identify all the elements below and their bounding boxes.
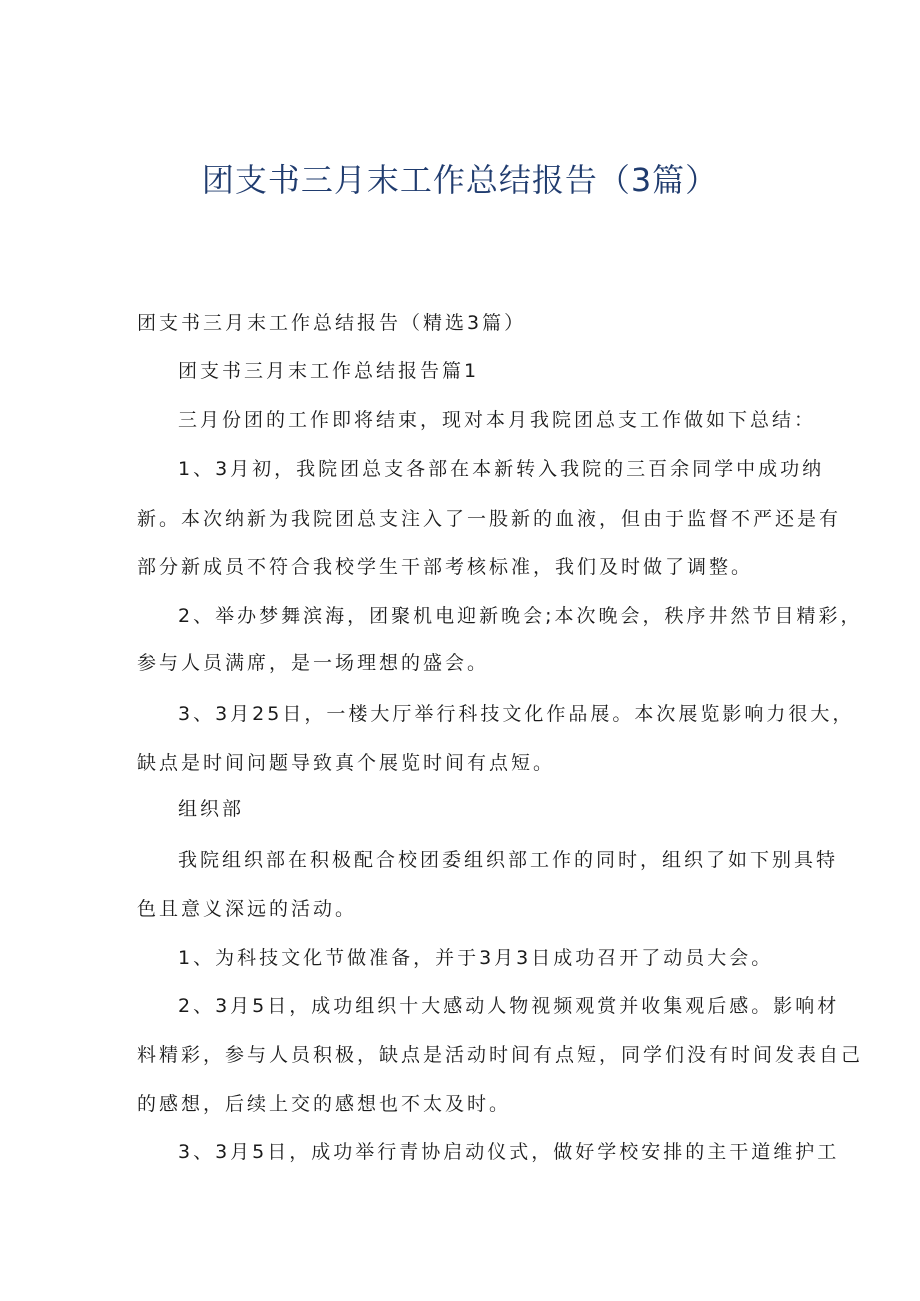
paragraph-line: 2、3月5日，成功组织十大感动人物视频观赏并收集观后感。影响材	[178, 995, 840, 1017]
paragraph-line: 色且意义深远的活动。	[137, 898, 358, 920]
section-heading: 团支书三月末工作总结报告篇1	[178, 360, 480, 382]
paragraph-line: 1、3月初，我院团总支各部在本新转入我院的三百余同学中成功纳	[178, 458, 825, 480]
paragraph-line: 3、3月5日，成功举行青协启动仪式，做好学校安排的主干道维护工	[178, 1141, 840, 1163]
document-subtitle: 团支书三月末工作总结报告（精选3篇）	[137, 312, 527, 334]
paragraph-line: 部分新成员不符合我校学生干部考核标准，我们及时做了调整。	[137, 556, 754, 578]
document-title: 团支书三月末工作总结报告（3篇）	[201, 161, 719, 199]
paragraph-line: 1、为科技文化节做准备，并于3月3日成功召开了动员大会。	[178, 947, 774, 969]
paragraph-line: 料精彩，参与人员积极，缺点是活动时间有点短，同学们没有时间发表自己	[137, 1044, 864, 1066]
paragraph-line: 3、3月25日，一楼大厅举行科技文化作品展。本次展览影响力很大，	[178, 703, 855, 725]
paragraph-line: 参与人员满席，是一场理想的盛会。	[137, 652, 490, 674]
paragraph-line: 缺点是时间问题导致真个展览时间有点短。	[137, 752, 556, 774]
paragraph-line: 2、举办梦舞滨海，团聚机电迎新晚会;本次晚会，秩序井然节目精彩，	[178, 605, 863, 627]
paragraph-line: 新。本次纳新为我院团总支注入了一股新的血液，但由于监督不严还是有	[137, 508, 842, 530]
section-label: 组织部	[178, 798, 245, 820]
paragraph-line: 我院组织部在积极配合校团委组织部工作的同时，组织了如下别具特	[178, 849, 839, 871]
paragraph-line: 的感想，后续上交的感想也不太及时。	[137, 1093, 512, 1115]
paragraph-line: 三月份团的工作即将结束，现对本月我院团总支工作做如下总结：	[178, 409, 817, 431]
